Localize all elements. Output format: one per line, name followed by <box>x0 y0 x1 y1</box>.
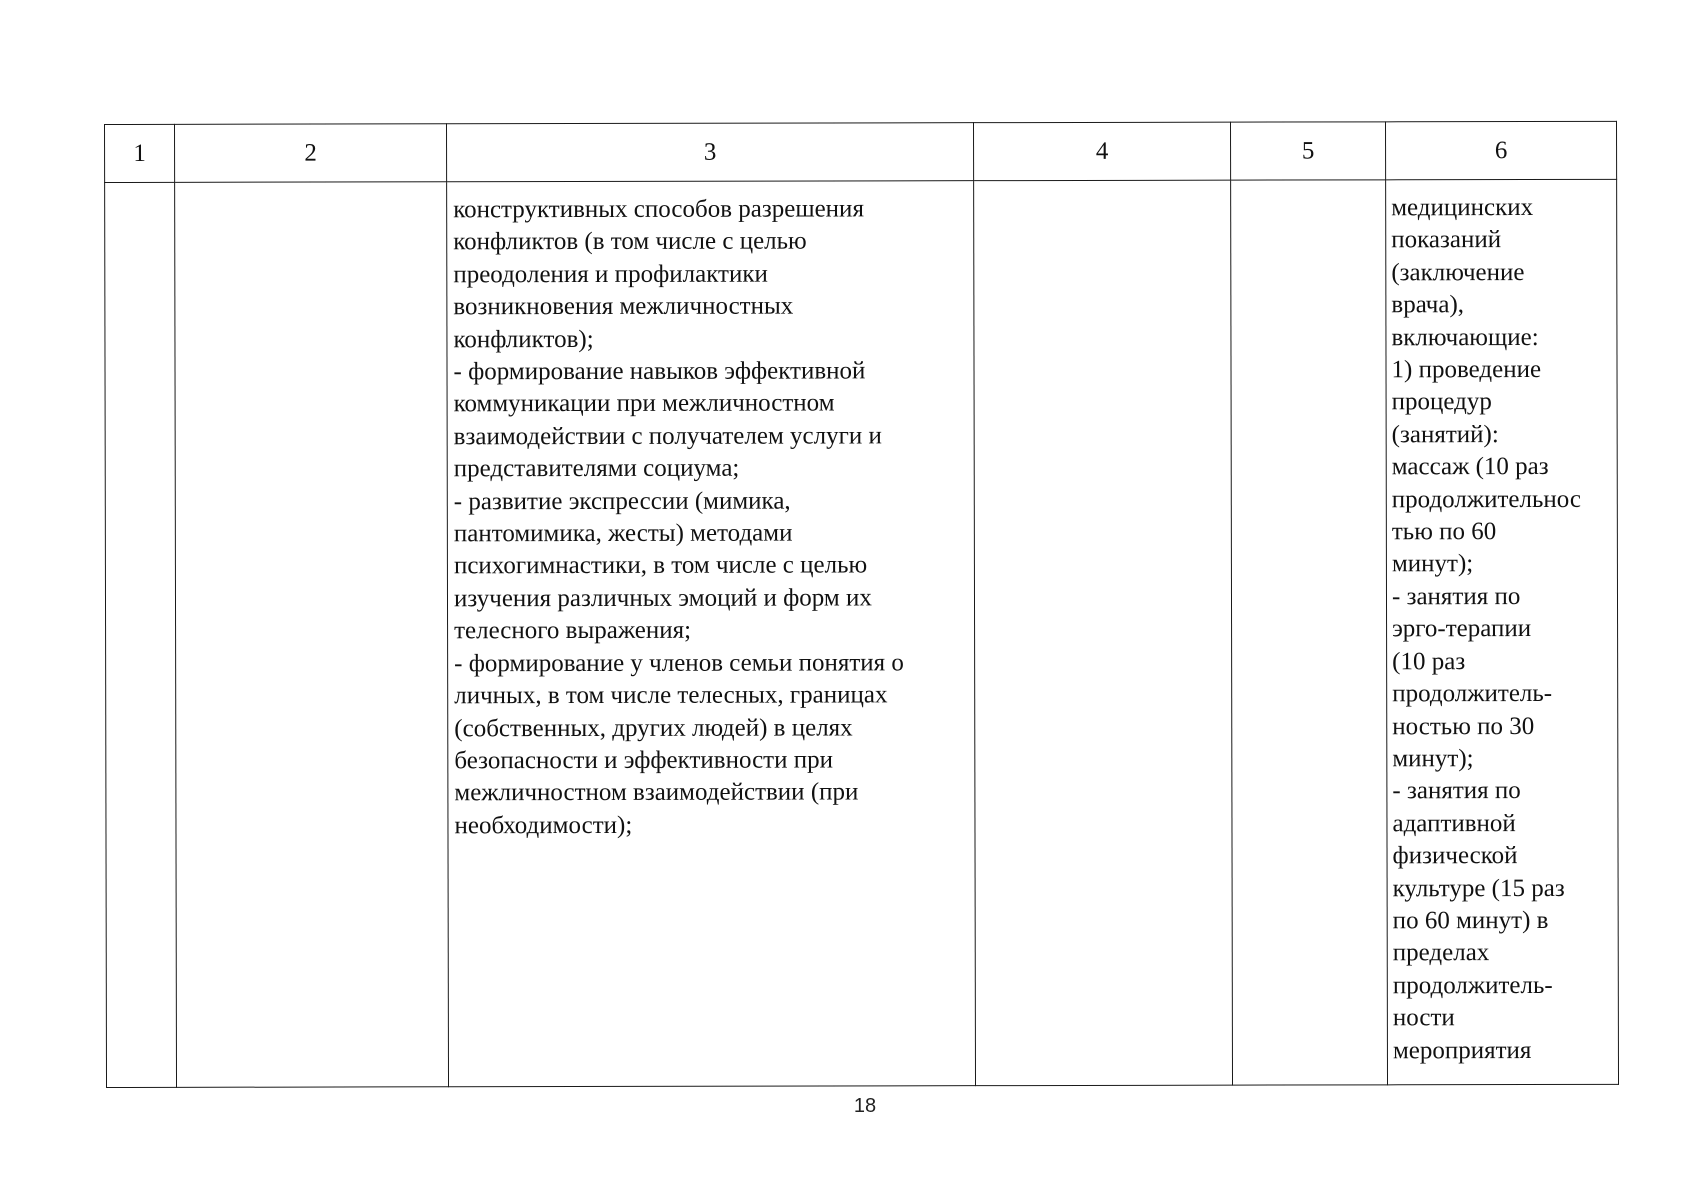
column-header-2: 2 <box>175 124 447 183</box>
cell-col-4 <box>974 180 1233 1086</box>
cell-col-6-procedures: медицинских показаний (заключение врача), включающие: 1) проведение процедур (занятий): массаж (10 раз продолжительнос тью по 60 минут); - занятия по эрго-терапии (10 раз продолжитель- ностью по 30 минут); - занятия по адаптивной физической культуре (15 раз по 60 минут) в пределах продолжитель- ности мероприятия <box>1386 179 1619 1084</box>
column-header-5: 5 <box>1230 122 1385 180</box>
content-table <box>104 121 1619 1088</box>
table-header-row <box>105 121 1617 182</box>
column-header-6: 6 <box>1385 121 1616 179</box>
table-row <box>105 179 1619 1087</box>
cell-col-1 <box>105 182 177 1087</box>
column-header-1: 1 <box>105 124 175 182</box>
page-number: 18 <box>853 1095 877 1117</box>
cell-col-5 <box>1231 180 1388 1085</box>
column-header-4: 4 <box>973 122 1230 181</box>
cell-col-3-activities: конструктивных способов разрешения конфликтов (в том числе с целью преодоления и профилактики возникновения межличностных конфликтов); - формирование навыков эффективной коммуникации при межличностном взаимодействии с получателем услуги и представителями социума; - развитие экспрессии (мимика, пантомимика, жесты) методами психогимнастики, в том числе с целью изучения различных эмоций и форм их телесного выражения; - формирование у членов семьи понятия о личных, в том числе телесных, границах (собственных, других людей) в целях безопасности и эффективности при межличностном взаимодействии (при необходимости); <box>447 181 976 1087</box>
column-header-3: 3 <box>447 123 974 182</box>
cell-col-2 <box>175 182 449 1088</box>
